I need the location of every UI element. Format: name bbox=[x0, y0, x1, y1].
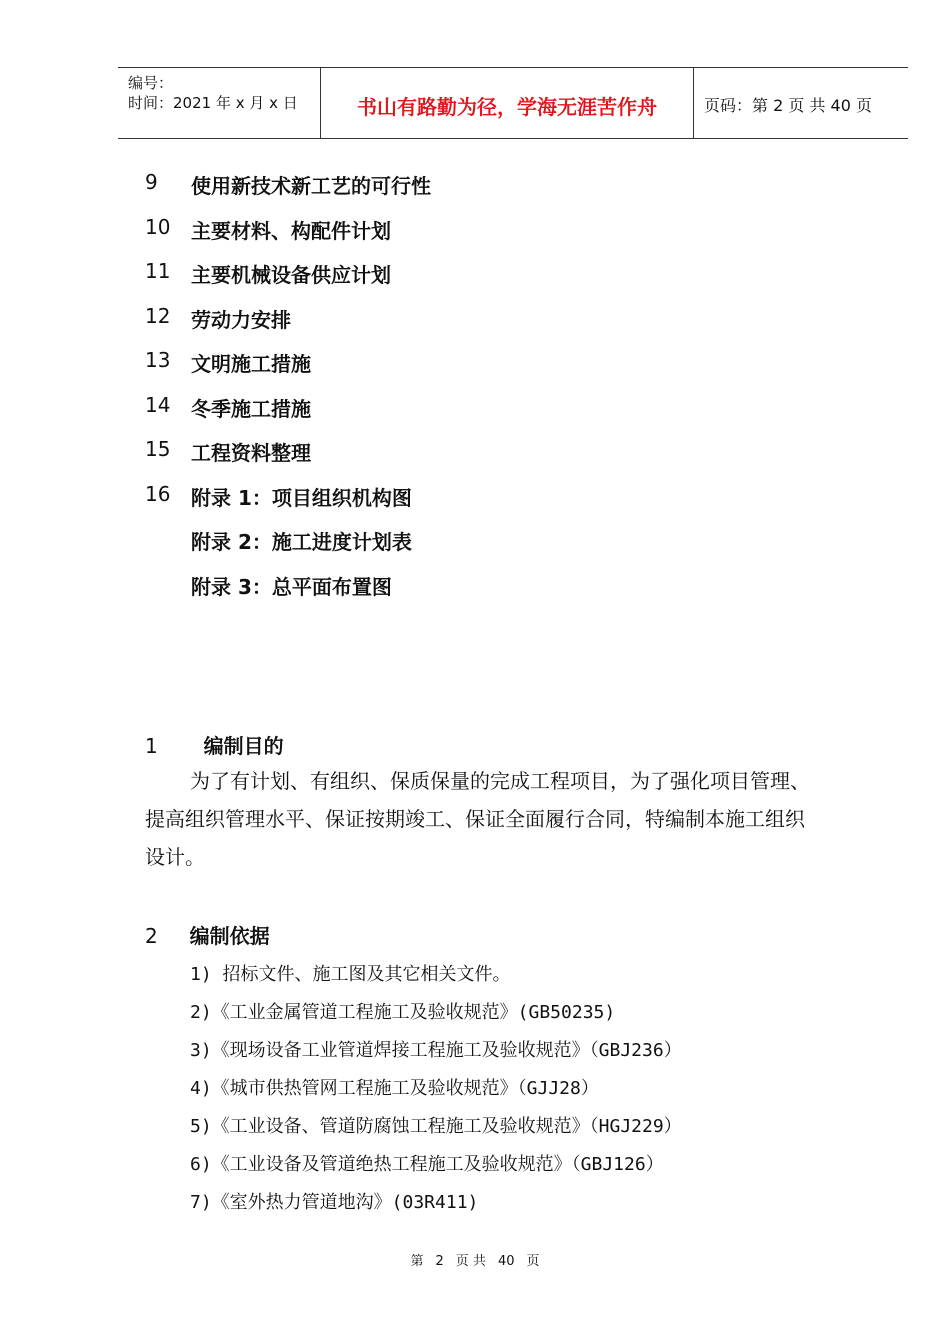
toc-item-text: 冬季施工措施 bbox=[191, 397, 311, 421]
document-date: 时间：2021 年 x 月 x 日 bbox=[128, 94, 298, 112]
reference-item: 7)《室外热力管道地沟》(03R411) bbox=[190, 1192, 479, 1213]
reference-item: 3)《现场设备工业管道焊接工程施工及验收规范》（GBJ236） bbox=[190, 1040, 682, 1061]
toc-item-text: 劳动力安排 bbox=[191, 308, 291, 332]
toc-item-number: 14 bbox=[145, 393, 171, 417]
footer-prefix: 第 bbox=[410, 1254, 424, 1269]
reference-item: 1) 招标文件、施工图及其它相关文件。 bbox=[190, 964, 511, 985]
footer-total-pages: 40 bbox=[497, 1254, 515, 1269]
toc-item-text: 文明施工措施 bbox=[191, 352, 311, 376]
toc-item-number: 9 bbox=[145, 170, 158, 194]
section-heading bbox=[145, 920, 270, 949]
header-meta-cell bbox=[118, 68, 320, 138]
section-title: 编制依据 bbox=[189, 924, 270, 948]
footer-page-number: 2 bbox=[435, 1254, 444, 1269]
header-page-cell bbox=[694, 68, 908, 138]
toc-item-text: 主要材料、构配件计划 bbox=[191, 219, 391, 243]
toc-item-number: 16 bbox=[145, 482, 171, 506]
section-heading bbox=[145, 730, 284, 759]
section-number: 2 bbox=[145, 924, 158, 948]
toc-item-number: 11 bbox=[145, 259, 171, 283]
toc-item-text: 工程资料整理 bbox=[191, 441, 311, 465]
paragraph-line: 为了有计划、有组织、保质保量的完成工程项目，为了强化项目管理、 bbox=[190, 769, 810, 793]
toc-item-text: 主要机械设备供应计划 bbox=[191, 263, 391, 287]
reference-item: 4)《城市供热管网工程施工及验收规范》（GJJ28） bbox=[190, 1078, 599, 1099]
paragraph-line: 提高组织管理水平、保证按期竣工、保证全面履行合同，特编制本施工组织 bbox=[145, 807, 805, 831]
footer-mid: 页 共 bbox=[455, 1254, 486, 1269]
reference-item: 5)《工业设备、管道防腐蚀工程施工及验收规范》（HGJ229） bbox=[190, 1116, 682, 1137]
section-number: 1 bbox=[145, 734, 158, 758]
header-motto: 书山有路勤为径，学海无涯苦作舟 bbox=[357, 95, 657, 119]
toc-item-number: 10 bbox=[145, 215, 171, 239]
toc-item-text: 使用新技术新工艺的可行性 bbox=[191, 174, 431, 198]
header-page-info: 页码：第 2 页 共 40 页 bbox=[704, 96, 872, 115]
reference-item: 2)《工业金属管道工程施工及验收规范》(GB50235) bbox=[190, 1002, 616, 1023]
reference-item: 6)《工业设备及管道绝热工程施工及验收规范》（GBJ126） bbox=[190, 1154, 664, 1175]
toc-item-text: 附录 2：施工进度计划表 bbox=[191, 530, 412, 554]
footer-suffix: 页 bbox=[526, 1254, 540, 1269]
header-motto-cell bbox=[320, 68, 694, 138]
document-header bbox=[118, 67, 908, 139]
document-code-label: 编号： bbox=[128, 74, 174, 92]
section-title: 编制目的 bbox=[203, 734, 284, 758]
toc-item-text: 附录 1：项目组织机构图 bbox=[191, 486, 412, 510]
paragraph-line: 设计。 bbox=[145, 845, 205, 869]
toc-item-number: 12 bbox=[145, 304, 171, 328]
toc-item-number: 13 bbox=[145, 348, 171, 372]
toc-item-number: 15 bbox=[145, 437, 171, 461]
page-footer bbox=[0, 1250, 950, 1269]
toc-item-text: 附录 3：总平面布置图 bbox=[191, 575, 392, 599]
